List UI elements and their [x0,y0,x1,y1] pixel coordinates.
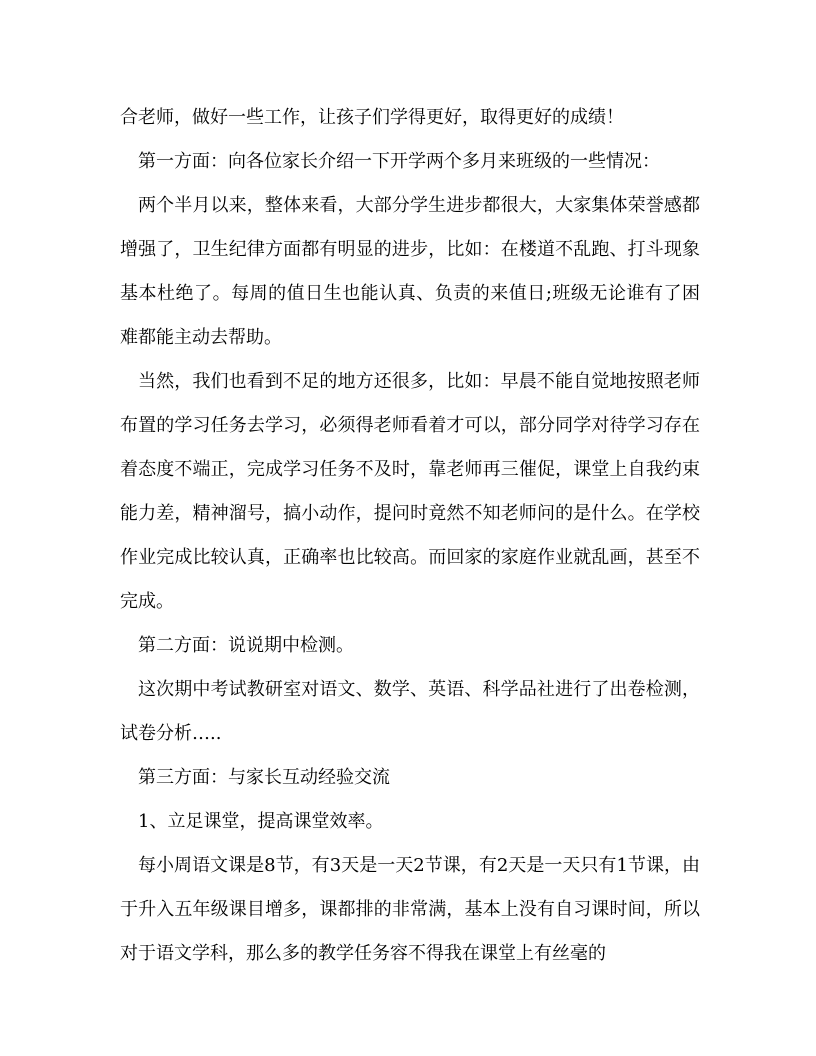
paragraph: 第二方面：说说期中检测。 [138,635,354,656]
paragraph: 合老师，做好一些工作，让孩子们学得更好，取得更好的成绩！ [120,107,624,128]
paragraph: 这次期中考试教研室对语文、数学、英语、科学品社进行了出卷检测，试卷分析….. [120,679,700,744]
document-body [120,96,700,976]
paragraph: 第一方面：向各位家长介绍一下开学两个多月来班级的一些情况： [138,151,660,172]
paragraph: 当然，我们也看到不足的地方还很多，比如：早晨不能自觉地按照老师布置的学习任务去学习，必须得老师看着才可以，部分同学对待学习存在着态度不端正，完成学习任务不及时，靠老师再三催促，课堂上自我约束能力差，精神溜号，搞小动作，提问时竟然不知老师问的是什么。在学校作业完成比较认真，正确率也比较高。而回家的家庭作业就乱画，甚至不完成。 [120,371,700,612]
paragraph: 1、立足课堂，提高课堂效率。 [138,811,384,832]
paragraph: 第三方面：与家长互动经验交流 [138,767,390,788]
paragraph: 两个半月以来，整体来看，大部分学生进步都很大，大家集体荣誉感都增强了，卫生纪律方面都有明显的进步，比如：在楼道不乱跑、打斗现象基本杜绝了。每周的值日生也能认真、负责的来值日;班级无论谁有了困难都能主动去帮助。 [120,195,700,348]
paragraph: 每小周语文课是8节，有3天是一天2节课，有2天是一天只有1节课，由于升入五年级课目增多，课都排的非常满，基本上没有自习课时间，所以对于语文学科，那么多的教学任务容不得我在课堂上有丝毫的 [120,855,700,964]
